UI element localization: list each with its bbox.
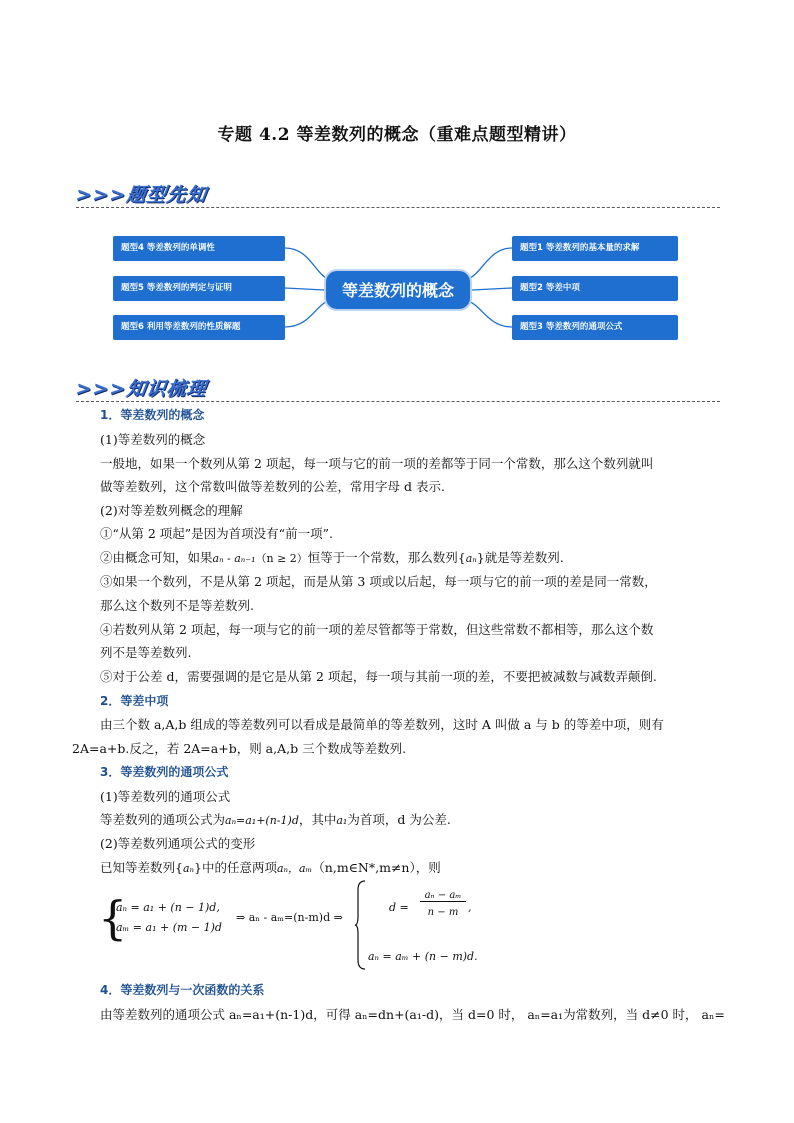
left-brace: { [98, 891, 128, 945]
paragraph: (2)等差数列通项公式的变形 [100, 836, 256, 851]
paragraph: 2A=a+b.反之，若 2A=a+b，则 a,A,b 三个数成等差数列. [72, 741, 407, 756]
inline-formula: （n ≥ 2） [255, 552, 308, 565]
paragraph: ①“从第 2 项起”是因为首项没有“前一项”. [100, 526, 333, 541]
section-heading-2: 2．等差中项 [100, 694, 169, 708]
mindmap-node-type2: 题型2 等差中项 [512, 276, 678, 301]
section-heading-4: 4．等差数列与一次函数的关系 [100, 983, 265, 997]
paragraph: (1)等差数列的概念 [100, 432, 206, 447]
text-fragment: }中的任意两项 [194, 860, 277, 875]
paragraph: 一般地，如果一个数列从第 2 项起，每一项与它的前一项的差都等于同一个常数，那么这个数列就叫 [100, 456, 654, 471]
inline-formula: aₙ=a₁+(n-1)d [225, 814, 299, 827]
text-fragment: }就是等差数列. [476, 550, 564, 565]
mindmap-center-node: 等差数列的概念 [324, 269, 472, 311]
fraction-denominator: n − m [427, 907, 459, 918]
mind-map [0, 225, 794, 355]
section-heading-1: 1．等差数列的概念 [100, 408, 205, 422]
section-banner-preview [76, 178, 720, 208]
paragraph: ⑤对于公差 d，需要强调的是它是从第 2 项起，每一项与其前一项的差，不要把被减数与减数弄颠倒. [100, 669, 657, 684]
formula-implies: ⇒ aₙ - aₘ=(n-m)d ⇒ [236, 911, 343, 924]
mindmap-node-type6: 题型6 利用等差数列的性质解题 [113, 315, 285, 340]
formula-line-1: aₙ = a₁ + (n − 1)d, [116, 901, 220, 914]
text-fragment: 等差数列的通项公式为 [100, 812, 226, 827]
paragraph: 列不是等差数列. [100, 645, 192, 660]
paragraph: (2)对等差数列概念的理解 [100, 503, 243, 518]
mindmap-node-type3: 题型3 等差数列的通项公式 [512, 315, 678, 340]
right-brace [355, 880, 367, 970]
text-fragment: 已知等差数列{ [100, 860, 183, 875]
text-fragment: ，其中 [298, 812, 337, 827]
paragraph: 那么这个数列不是等差数列. [100, 598, 254, 613]
paragraph-formula-line [100, 810, 451, 828]
paragraph-formula-line [100, 858, 441, 876]
page-title: 专题 4.2 等差数列的概念（重难点题型精讲） [217, 125, 577, 145]
paragraph: (1)等差数列的通项公式 [100, 789, 231, 804]
text-fragment: 恒等于一个常数，那么数列{ [307, 550, 466, 565]
inline-formula: aₙ - aₙ₋₁ [212, 552, 256, 565]
formula-line-an: aₙ = aₘ + (n − m)d. [368, 950, 478, 963]
banner-title: >>>题型先知 [74, 184, 209, 206]
paragraph: 做等差数列，这个常数叫做等差数列的公差，常用字母 d 表示. [100, 479, 445, 494]
inline-formula: a₁ [336, 814, 348, 827]
paragraph: 由等差数列的通项公式 aₙ=a₁+(n-1)d，可得 aₙ=dn+(a₁-d)，当 d=0 时， aₙ=a₁为常数列，当 d≠0 时， aₙ= [100, 1007, 725, 1022]
paragraph: ④若数列从第 2 项起，每一项与它的前一项的差尽管都等于常数，但这些常数不都相等，那么这个数 [100, 622, 654, 637]
section-heading-3: 3．等差数列的通项公式 [100, 765, 229, 779]
text-fragment: 为首项，d 为公差. [347, 812, 451, 827]
mindmap-node-type4: 题型4 等差数列的单调性 [113, 236, 285, 261]
text-fragment: （n,m∈N*,m≠n），则 [312, 860, 441, 875]
inline-formula: aₙ，aₘ [276, 862, 313, 875]
dashed-divider [76, 207, 720, 208]
inline-formula: aₙ [182, 862, 194, 875]
dashed-divider [76, 401, 720, 402]
inline-formula: aₙ [465, 552, 477, 565]
text-fragment: ②由概念可知，如果 [100, 550, 213, 565]
section-banner-knowledge [76, 372, 720, 402]
mindmap-node-type5: 题型5 等差数列的判定与证明 [113, 276, 285, 301]
paragraph: ③如果一个数列，不是从第 2 项起，而是从第 3 项或以后起，每一项与它的前一项的差是同一常数， [100, 574, 657, 589]
formula-line-2: aₘ = a₁ + (m − 1)d [116, 921, 222, 934]
mindmap-node-type1: 题型1 等差数列的基本量的求解 [512, 236, 678, 261]
paragraph: 由三个数 a,A,b 组成的等差数列可以看成是最简单的等差数列，这时 A 叫做 a 与 b 的等差中项，则有 [100, 717, 664, 732]
banner-title: >>>知识梳理 [74, 378, 209, 400]
fraction-numerator: aₙ − aₘ [420, 890, 466, 902]
formula-comma: , [468, 901, 472, 914]
paragraph-formula-line [100, 548, 564, 566]
formula-d-label: d = [389, 901, 409, 914]
